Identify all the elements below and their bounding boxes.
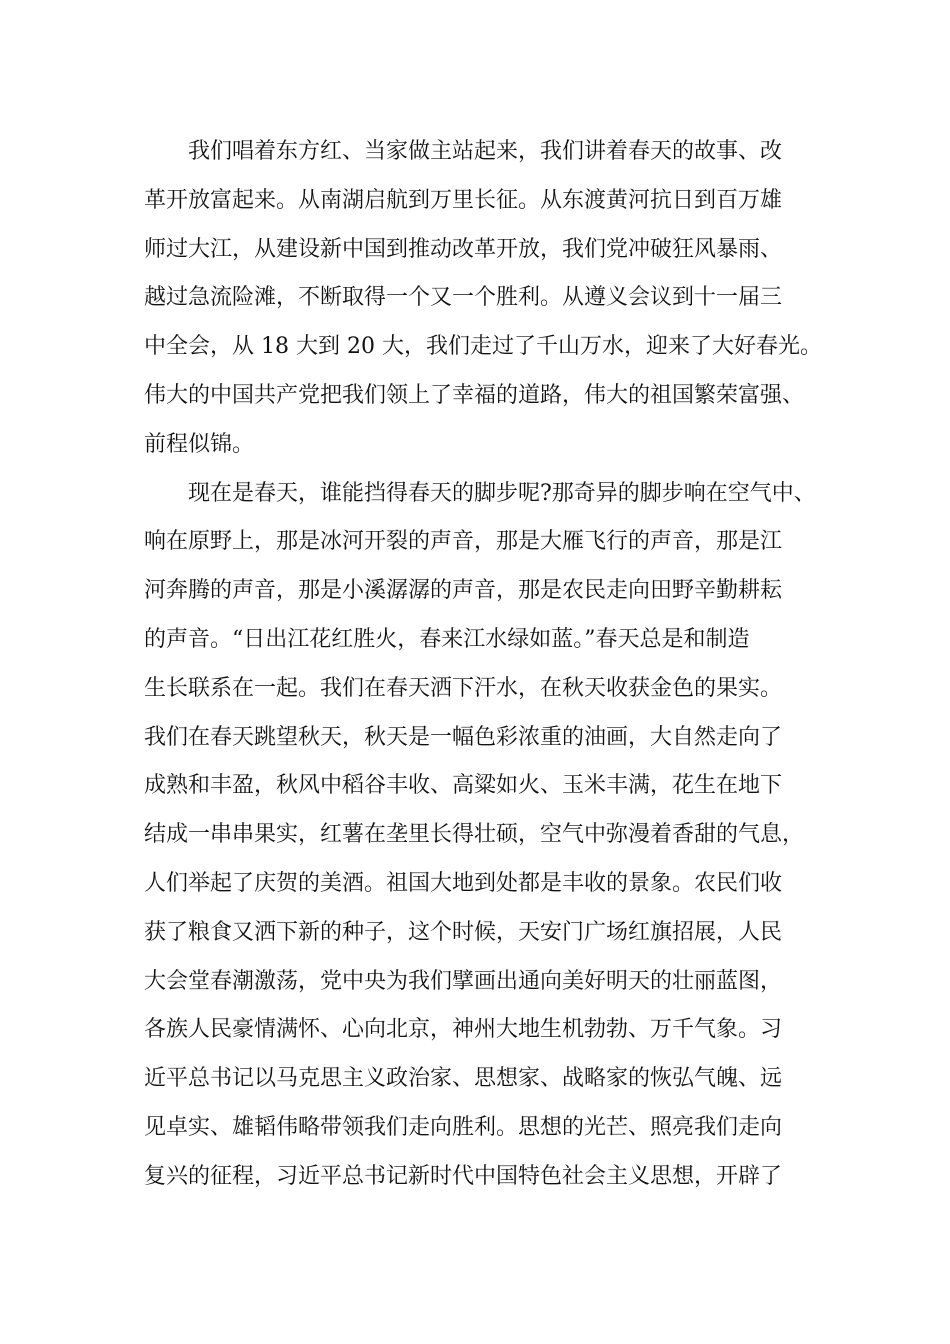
document-body <box>144 128 824 1202</box>
text-line: 革开放富起来。从南湖启航到万里长征。从东渡黄河抗日到百万雄 <box>144 187 783 213</box>
text-line: 近平总书记以马克思主义政治家、思想家、战略家的恢弘气魄、远 <box>144 1066 783 1092</box>
text-line: 复兴的征程，习近平总书记新时代中国特色社会主义思想，开辟了 <box>144 1163 783 1189</box>
text-line: 河奔腾的声音，那是小溪潺潺的声音，那是农民走向田野辛勤耕耘 <box>144 578 783 604</box>
text-line: 见卓实、雄韬伟略带领我们走向胜利。思想的光芒、照亮我们走向 <box>144 1114 783 1140</box>
text-line: 获了粮食又洒下新的种子，这个时候，天安门广场红旗招展，人民 <box>144 919 783 945</box>
text-line: 前程似锦。 <box>144 431 255 457</box>
text-line: 大会堂春潮激荡，党中央为我们擘画出通向美好明天的壮丽蓝图， <box>144 968 783 994</box>
text-line: 各族人民豪情满怀、心向北京，神州大地生机勃勃、万千气象。习 <box>144 1017 783 1043</box>
text-line: 生长联系在一起。我们在春天洒下汗水，在秋天收获金色的果实。 <box>144 675 783 701</box>
text-line: 越过急流险滩，不断取得一个又一个胜利。从遵义会议到十一届三 <box>144 285 783 311</box>
text-line: 师过大江，从建设新中国到推动改革开放，我们党冲破狂风暴雨、 <box>144 236 783 262</box>
paragraph-1 <box>144 128 824 470</box>
text-line: 伟大的中国共产党把我们领上了幸福的道路，伟大的祖国繁荣富强、 <box>144 382 805 408</box>
text-line: 的声音。“日出江花红胜火，春来江水绿如蓝。”春天总是和制造 <box>144 626 750 652</box>
text-line: 中全会，从 18 大到 20 大，我们走过了千山万水，迎来了大好春光。 <box>144 334 822 360</box>
text-line: 响在原野上，那是冰河开裂的声音，那是大雁飞行的声音，那是江 <box>144 529 783 555</box>
text-line: 结成一串串果实，红薯在垄里长得壮硕，空气中弥漫着香甜的气息， <box>144 822 805 848</box>
text-line: 成熟和丰盈，秋风中稻谷丰收、高粱如火、玉米丰满，花生在地下 <box>144 773 783 799</box>
text-line: 我们唱着东方红、当家做主站起来，我们讲着春天的故事、改 <box>188 139 783 164</box>
text-line: 现在是春天，谁能挡得春天的脚步呢?那奇异的脚步响在空气中、 <box>188 480 816 506</box>
text-line: 我们在春天跳望秋天，秋天是一幅色彩浓重的油画，大自然走向了 <box>144 724 783 750</box>
paragraph-2 <box>144 470 824 1202</box>
text-line: 人们举起了庆贺的美酒。祖国大地到处都是丰收的景象。农民们收 <box>144 870 783 896</box>
